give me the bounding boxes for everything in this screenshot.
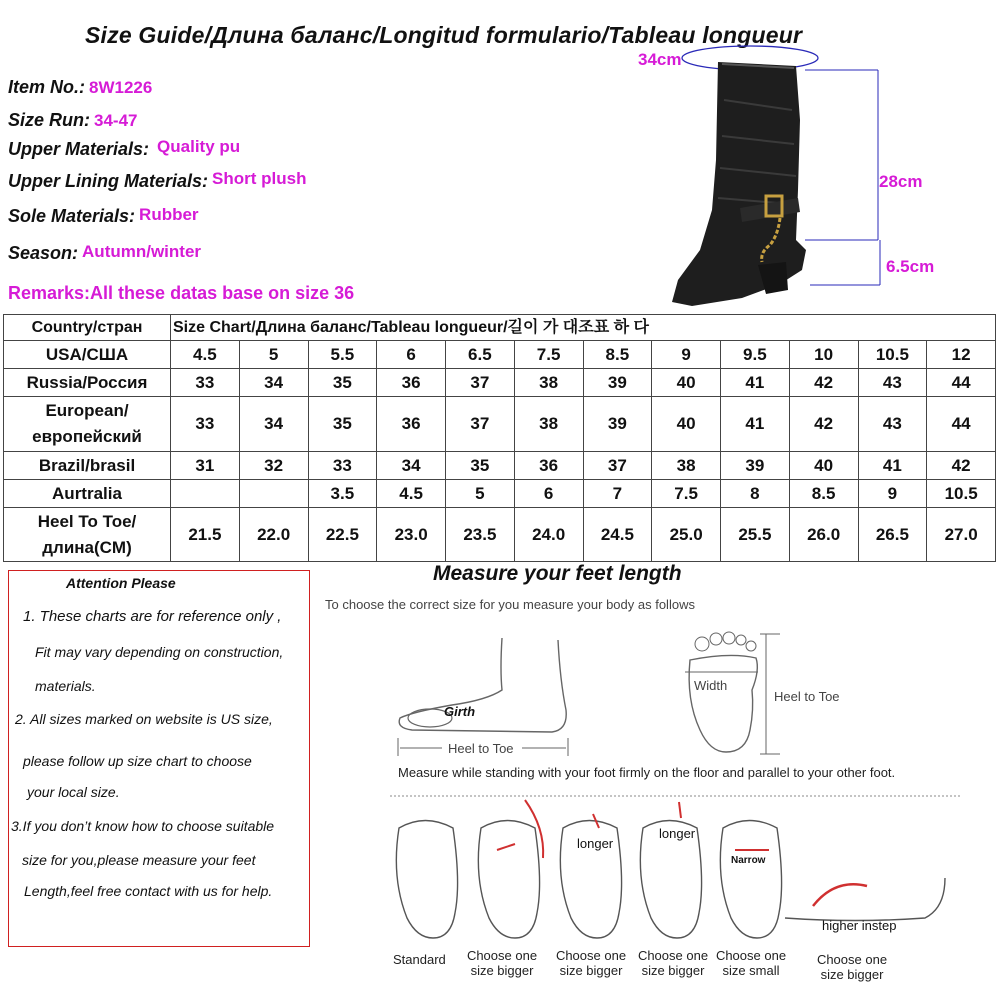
cell: 5 [239,341,308,369]
girth-label: Girth [444,704,476,719]
cell: 33 [171,397,240,452]
attention-line: size for you,please measure your feet [22,852,256,868]
cell: 39 [583,397,652,452]
table-row [4,452,996,480]
foot-wide-toe [478,821,539,939]
attention-line: Length,feel free contact with us for help. [24,883,273,899]
cell: 10 [789,341,858,369]
spec-label: Sole Materials: [8,206,136,226]
cell: 44 [927,397,996,452]
cell: 10.5 [858,341,927,369]
cell: 8.5 [583,341,652,369]
width-label: Width [694,678,728,693]
cell: 7.5 [652,480,721,508]
row-label: Aurtralia [4,480,171,508]
cell: 22.0 [239,508,308,562]
cell: 6 [514,480,583,508]
spec-value: 8W1226 [89,78,153,97]
cell: 31 [171,452,240,480]
cell: 40 [652,369,721,397]
attention-title: Attention Please [66,575,176,591]
spec-upper [8,139,240,160]
row-label: USA/США [4,341,171,369]
cell: 26.0 [789,508,858,562]
cell: 41 [721,369,790,397]
spec-size-run [8,110,138,131]
spec-value: 34-47 [94,111,138,130]
caption: Choose one size small [715,948,787,978]
cell: 32 [239,452,308,480]
measure-title: Measure your feet length [433,562,682,585]
spec-value: Autumn/winter [82,242,202,261]
row-label: Brazil/brasil [4,452,171,480]
cell: 7.5 [514,341,583,369]
spec-label: Upper Lining Materials: [8,171,209,191]
cell: 36 [377,397,446,452]
cell: 22.5 [308,508,377,562]
attention-box [8,570,310,947]
cell: 42 [927,452,996,480]
cell: 8 [721,480,790,508]
cell: 9 [858,480,927,508]
cell: 38 [652,452,721,480]
cell: 8.5 [789,480,858,508]
cell: 23.0 [377,508,446,562]
cell: 26.5 [858,508,927,562]
heel-to-toe-label: Heel to Toe [448,741,514,756]
cell: 34 [239,397,308,452]
table-header-row [4,315,996,341]
attention-line: your local size. [27,784,120,800]
spec-sole [8,206,199,227]
cell: 33 [308,452,377,480]
size-chart-table [3,314,996,562]
longer-label-1: longer [577,836,614,851]
cell: 41 [721,397,790,452]
cell: 6.5 [446,341,515,369]
heel-to-toe-label-2: Heel to Toe [774,689,840,704]
shaft-height-label: 28cm [879,172,923,191]
caption: Choose one size bigger [555,948,627,978]
spec-label: Season: [8,243,79,263]
attention-line: 2. All sizes marked on website is US size, [15,711,273,727]
cell: 25.0 [652,508,721,562]
cell: 21.5 [171,508,240,562]
spec-label: Item No.: [8,77,86,97]
spec-label: Upper Materials: [8,139,150,159]
cell: 39 [721,452,790,480]
cell: 33 [171,369,240,397]
cell: 6 [377,341,446,369]
cell: 9.5 [721,341,790,369]
attention-line: Fit may vary depending on construction, [35,644,284,660]
cell: 3.5 [308,480,377,508]
cell: 23.5 [446,508,515,562]
cell: 37 [583,452,652,480]
table-row [4,341,996,369]
spec-value: Quality pu [157,137,241,156]
cell: 41 [858,452,927,480]
attention-line: materials. [35,678,96,694]
cell: 38 [514,397,583,452]
caption: Choose one size bigger [816,952,888,982]
cell: 42 [789,397,858,452]
attention-line: 3.If you don’t know how to choose suitable [11,818,275,834]
cell: 37 [446,369,515,397]
table-row [4,397,996,452]
row-label: Heel To Toe/длина(CM) [4,508,171,562]
spec-value: Rubber [139,205,199,224]
narrow-label: Narrow [731,855,766,866]
cell: 39 [583,369,652,397]
spec-item-no [8,77,152,98]
caption: Choose one size bigger [637,948,709,978]
cell: 36 [514,452,583,480]
cell: 34 [239,369,308,397]
spec-value: Short plush [212,169,307,188]
caption-standard: Standard [393,952,446,967]
country-header: Country/стран [4,315,171,341]
foot-narrow [720,821,781,939]
cell: 34 [377,452,446,480]
chart-header: Size Chart/Длина баланс/Tableau longueur/길이 가 대조표 하 다 [171,315,996,341]
cell: 36 [377,369,446,397]
cell: 42 [789,369,858,397]
cell: 43 [858,369,927,397]
cell: 25.5 [721,508,790,562]
cell: 24.5 [583,508,652,562]
cell: 40 [789,452,858,480]
spec-label: Size Run: [8,110,91,130]
cell: 35 [308,397,377,452]
remarks: Remarks:All these datas base on size 36 [8,283,355,303]
cell: 44 [927,369,996,397]
cell: 37 [446,397,515,452]
row-label: European/европейский [4,397,171,452]
measure-instruction: Measure while standing with your foot firmly on the floor and parallel to your other foot. [398,765,896,780]
cell: 24.0 [514,508,583,562]
spec-season [8,243,201,264]
cell: 38 [514,369,583,397]
spec-lining [8,171,306,192]
measure-subtitle: To choose the correct size for you measure your body as follows [325,597,695,612]
table-row [4,369,996,397]
cell: 40 [652,397,721,452]
cell: 43 [858,397,927,452]
cell: 4.5 [171,341,240,369]
cell: 4.5 [377,480,446,508]
foot-standard [396,821,457,939]
cell: 7 [583,480,652,508]
attention-line: 1. These charts are for reference only , [23,608,282,625]
boot-image [630,40,1000,312]
cell: 10.5 [927,480,996,508]
cell: 35 [446,452,515,480]
cell [239,480,308,508]
cell: 5.5 [308,341,377,369]
row-label: Russia/Россия [4,369,171,397]
page-title: Size Guide/Длина баланс/Longitud formulario/Tableau longueur [85,22,803,48]
circumference-label: 34cm [638,50,682,69]
heel-height-label: 6.5cm [886,257,935,276]
cell: 12 [927,341,996,369]
cell: 27.0 [927,508,996,562]
attention-line: please follow up size chart to choose [23,753,252,769]
cell: 5 [446,480,515,508]
table-row [4,508,996,562]
table-row [4,480,996,508]
longer-label-2: longer [659,826,696,841]
higher-instep-label: higher instep [822,918,897,933]
cell [171,480,240,508]
cell: 9 [652,341,721,369]
cell: 35 [308,369,377,397]
caption: Choose one size bigger [466,948,538,978]
